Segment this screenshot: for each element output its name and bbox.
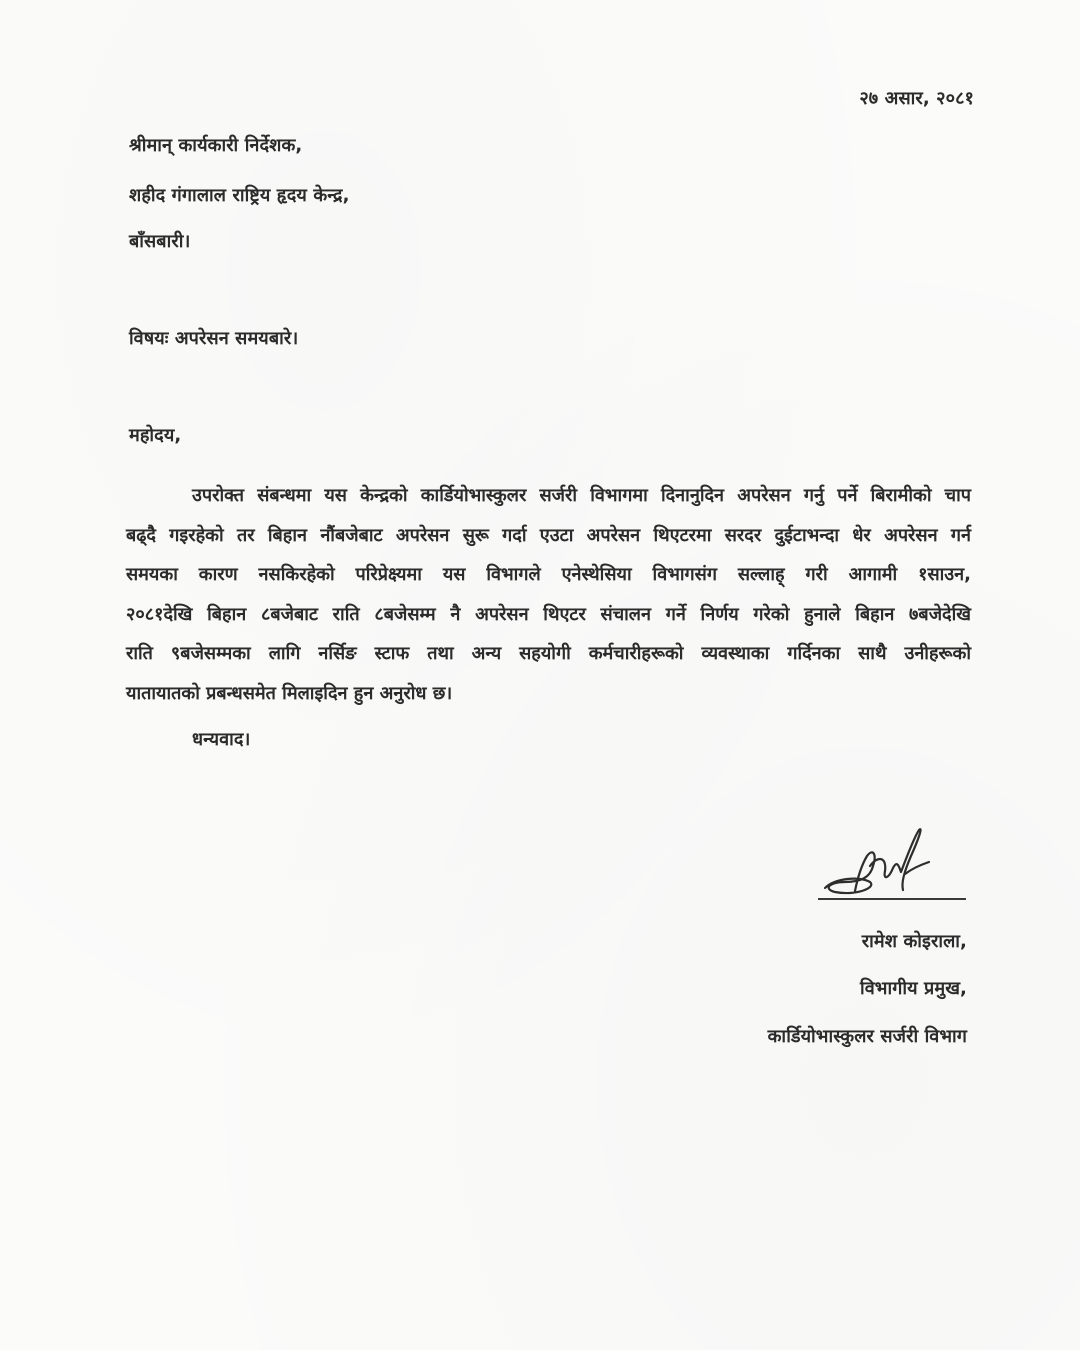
signer-department: कार्डियोभास्कुलर सर्जरी विभाग	[767, 1026, 967, 1047]
letter-subject: विषयः अपरेसन समयबारे।	[129, 328, 299, 349]
signature-icon	[815, 826, 975, 906]
signer-name: रामेश कोइराला,	[861, 931, 967, 952]
letter-body	[126, 476, 971, 713]
body-line: २०८१देखि बिहान ८बजेबाट राति ८बजेसम्म नै अपरेसन थिएटर संचालन गर्ने निर्णय गरेको हुनाले बिहान ७बजेदेखि	[126, 603, 971, 625]
closing-thanks: धन्यवाद।	[192, 729, 251, 750]
body-line: उपरोक्त संबन्धमा यस केन्द्रको कार्डियोभास्कुलर सर्जरी विभागमा दिनानुदिन अपरेसन गर्नु पर्ने बिरामीको चाप	[192, 485, 971, 506]
recipient-line-3: बाँसबारी।	[129, 231, 191, 252]
recipient-line-2: शहीद गंगालाल राष्ट्रिय हृदय केन्द्र,	[129, 185, 350, 206]
body-line: राति ९बजेसम्मका लागि नर्सिङ स्टाफ तथा अन्य सहयोगी कर्मचारीहरूको व्यवस्थाका गर्दिनका साथै उनीहरूको	[126, 643, 971, 664]
letter-date: २७ असार, २०८१	[859, 88, 974, 109]
body-line: समयका कारण नसकिरहेको परिप्रेक्ष्यमा यस विभागले एनेस्थेसिया विभागसंग सल्लाह् गरी आगामी १साउन,	[126, 564, 971, 585]
salutation: महोदय,	[129, 425, 182, 446]
body-line: बढ्दै गइरहेको तर बिहान नौंबजेबाट अपरेसन सुरू गर्दा एउटा अपरेसन थिएटरमा सरदर दुईटाभन्दा धेर अपरेसन गर्न	[126, 524, 971, 546]
recipient-line-1: श्रीमान् कार्यकारी निर्देशक,	[129, 135, 303, 156]
signer-title: विभागीय प्रमुख,	[860, 978, 967, 999]
signature-line	[818, 898, 966, 900]
body-line: यातायातको प्रबन्धसमेत मिलाइदिन हुन अनुरोध छ।	[126, 682, 453, 704]
